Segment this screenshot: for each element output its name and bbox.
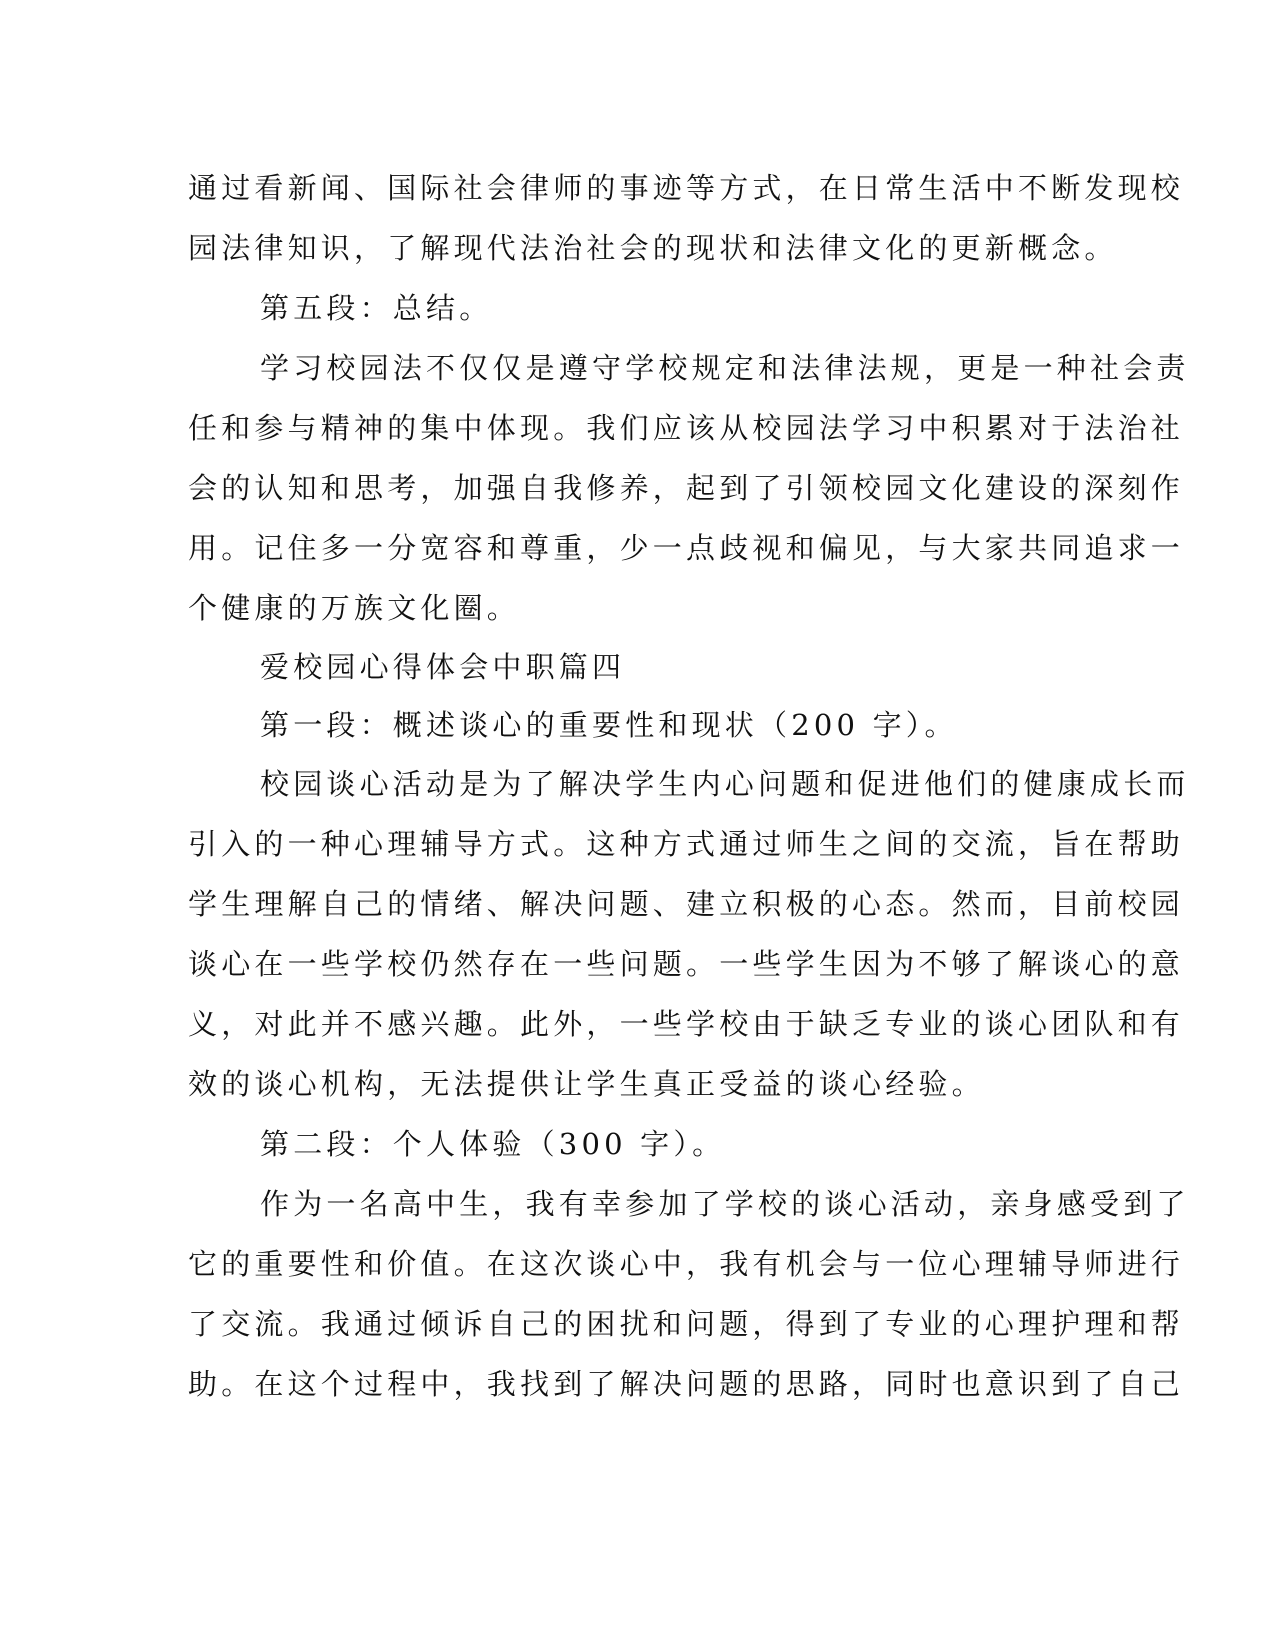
text-line: 作为一名高中生，我有幸参加了学校的谈心活动，亲身感受到了 [260,1187,1190,1221]
text-line: 了交流。我通过倾诉自己的困扰和问题，得到了专业的心理护理和帮 [188,1307,1185,1341]
text-line: 会的认知和思考，加强自我修养，起到了引领校园文化建设的深刻作 [188,471,1185,505]
text-line: 个健康的万族文化圈。 [188,591,521,625]
text-line: 它的重要性和价值。在这次谈心中，我有机会与一位心理辅导师进行 [188,1247,1185,1281]
section-heading: 第二段：个人体验（300 字）。 [260,1127,726,1161]
text-line: 用。记住多一分宽容和尊重，少一点歧视和偏见，与大家共同追求一 [188,531,1185,565]
text-line: 效的谈心机构，无法提供让学生真正受益的谈心经验。 [188,1067,985,1101]
text-line: 引入的一种心理辅导方式。这种方式通过师生之间的交流，旨在帮助 [188,827,1185,861]
article-title: 爱校园心得体会中职篇四 [260,650,626,684]
text-line: 谈心在一些学校仍然存在一些问题。一些学生因为不够了解谈心的意 [188,947,1185,981]
text-line: 义，对此并不感兴趣。此外，一些学校由于缺乏专业的谈心团队和有 [188,1007,1185,1041]
text-line: 助。在这个过程中，我找到了解决问题的思路，同时也意识到了自己 [188,1367,1185,1401]
text-line: 任和参与精神的集中体现。我们应该从校园法学习中积累对于法治社 [188,411,1185,445]
text-line: 校园谈心活动是为了解决学生内心问题和促进他们的健康成长而 [260,767,1190,801]
section-heading: 第一段：概述谈心的重要性和现状（200 字）。 [260,708,958,742]
text-line: 学习校园法不仅仅是遵守学校规定和法律法规，更是一种社会责 [260,351,1190,385]
section-heading: 第五段：总结。 [260,291,493,325]
text-line: 学生理解自己的情绪、解决问题、建立积极的心态。然而，目前校园 [188,887,1185,921]
document-body [188,158,1190,1414]
text-line: 通过看新闻、国际社会律师的事迹等方式，在日常生活中不断发现校 [188,171,1185,205]
text-line: 园法律知识，了解现代法治社会的现状和法律文化的更新概念。 [188,231,1118,265]
